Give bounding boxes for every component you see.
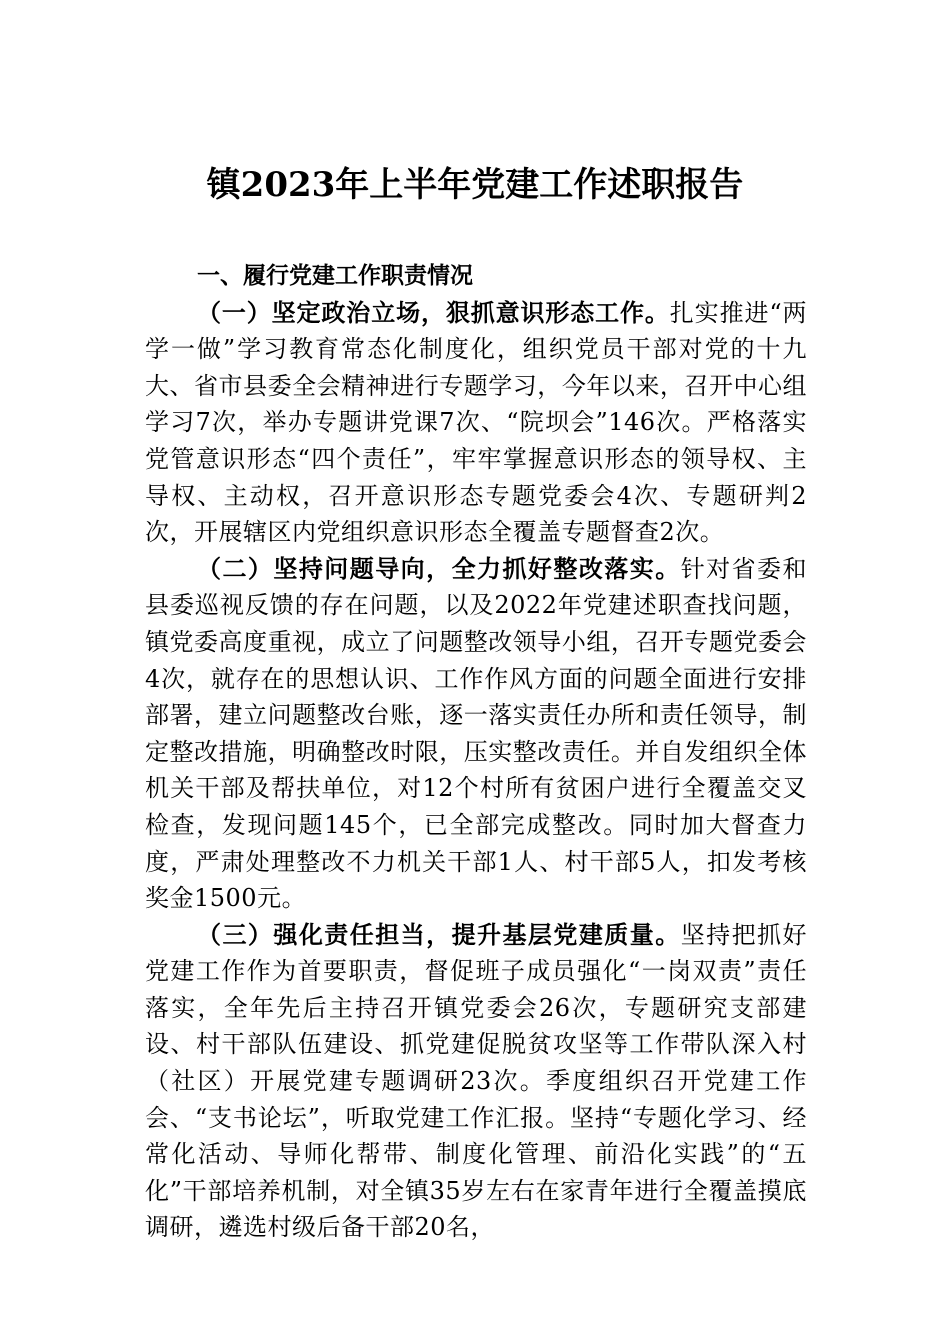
document-title: 镇2023年上半年党建工作述职报告 <box>206 165 744 205</box>
paragraph-2-lead: （二）坚持问题导向，全力抓好整改落实。 <box>197 553 681 583</box>
paragraph-1 <box>145 295 807 551</box>
paragraph-2-text: 针对省委和县委巡视反馈的存在问题，以及2022年党建述职查找问题，镇党委高度重视，成立了问题整改领导小组，召开专题党委会4次，就存在的思想认识、工作作风方面的问题全面进行安排部署，建立问题整改台账，逐一落实责任办所和责任领导，制定整改措施，明确整改时限，压实整改责任。并自发组织全体机关干部及帮扶单位，对12个村所有贫困户进行全覆盖交叉检查，发现问题145个，已全部完成整改。同时加大督查力度，严肃处理整改不力机关干部1人、村干部5人，扣发考核奖金1500元。 <box>145 554 808 913</box>
paragraph-3 <box>145 917 807 1246</box>
document-body <box>145 258 807 1246</box>
paragraph-3-text: 坚持把抓好党建工作作为首要职责，督促班子成员强化“一岗双责”责任落实，全年先后主持召开镇党委会26次，专题研究支部建设、村干部队伍建设、抓党建促脱贫攻坚等工作带队深入村（社区）开展党建专题调研23次。季度组织召开党建工作会、“支书论坛”，听取党建工作汇报。坚持“专题化学习、经常化活动、导师化帮带、制度化管理、前沿化实践”的“五化”干部培养机制，对全镇35岁左右在家青年进行全覆盖摸底调研，遴选村级后备干部20名， <box>145 920 808 1242</box>
paragraph-1-lead: （一）坚定政治立场，狠抓意识形态工作。 <box>197 297 670 327</box>
section-heading: 一、履行党建工作职责情况 <box>197 263 473 289</box>
paragraph-3-lead: （三）强化责任担当，提升基层党建质量。 <box>197 919 681 949</box>
paragraph-2 <box>145 551 807 917</box>
paragraph-1-text: 扎实推进“两学一做”学习教育常态化制度化，组织党员干部对党的十九大、省市县委全会精神进行专题学习，今年以来，召开中心组学习7次，举办专题讲党课7次、“院坝会”146次。严格落实党管意识形态“四个责任”，牢牢掌握意识形态的领导权、主导权、主动权，召开意识形态专题党委会4次、专题研判2次，开展辖区内党组织意识形态全覆盖专题督查2次。 <box>145 298 807 547</box>
